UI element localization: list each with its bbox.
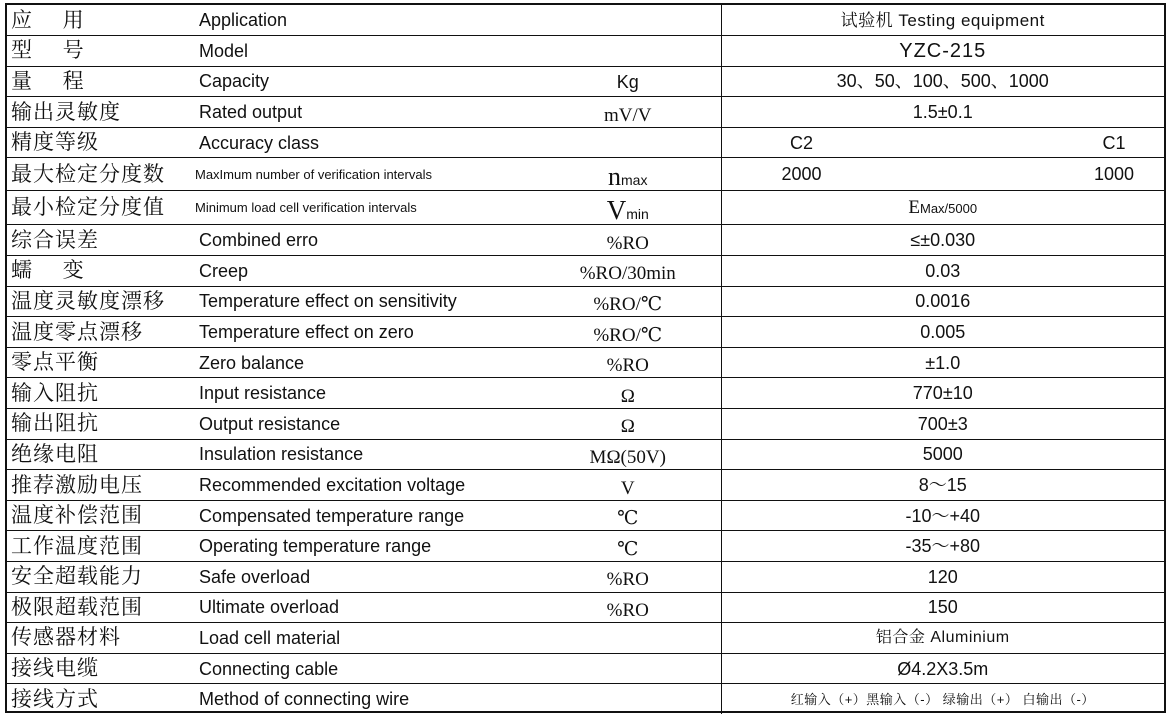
- value-subscript: Max/5000: [920, 201, 978, 217]
- label-cn: 最大检定分度数: [7, 158, 195, 191]
- unit-cell: %RO/℃: [535, 317, 721, 348]
- value-cell: -35～+80: [721, 531, 1164, 562]
- row-min-interval-value: [7, 191, 1164, 225]
- label-cn: 输出灵敏度: [7, 97, 195, 128]
- value-cell: 红输入（+）黑输入（-） 绿输出（+） 白输出（-）: [721, 684, 1164, 715]
- label-cn: 温度补偿范围: [7, 500, 195, 531]
- label-en: Compensated temperature range: [195, 500, 535, 531]
- row-capacity: [7, 66, 1164, 97]
- value-cell: 770±10: [721, 378, 1164, 409]
- value-c2: C2: [789, 132, 813, 153]
- label-cn: 推荐激励电压: [7, 470, 195, 501]
- row-model: [7, 36, 1164, 67]
- value-cell: [721, 191, 1164, 225]
- row-zero-balance: [7, 347, 1164, 378]
- label-en: Rated output: [195, 97, 535, 128]
- row-temp-effect-zero: [7, 317, 1164, 348]
- label-cn: 传感器材料: [7, 623, 195, 654]
- label-cn: 极限超载范围: [7, 592, 195, 623]
- unit-cell: MΩ(50V): [535, 439, 721, 470]
- row-rated-output: [7, 97, 1164, 128]
- row-max-intervals: [7, 158, 1164, 191]
- label-cn: 蠕 变: [7, 256, 195, 287]
- label-en: Input resistance: [195, 378, 535, 409]
- row-accuracy-class: [7, 127, 1164, 158]
- label-cn: 安全超载能力: [7, 562, 195, 593]
- unit-v-symbol: V: [606, 195, 627, 225]
- row-creep: [7, 256, 1164, 287]
- spec-table-frame: [5, 3, 1166, 713]
- label-en: Temperature effect on sensitivity: [195, 286, 535, 317]
- value-cell: 0.005: [721, 317, 1164, 348]
- unit-subscript: min: [626, 206, 649, 223]
- unit-cell: %RO/30min: [535, 256, 721, 287]
- value-cell: 30、50、100、500、1000: [721, 66, 1164, 97]
- value-cell: 150: [721, 592, 1164, 623]
- unit-cell: %RO: [535, 225, 721, 256]
- label-en: Combined erro: [195, 225, 535, 256]
- unit-cell: [535, 623, 721, 654]
- unit-cell: Kg: [535, 66, 721, 97]
- unit-n-symbol: n: [608, 162, 622, 191]
- label-en: Zero balance: [195, 347, 535, 378]
- unit-cell: %RO: [535, 347, 721, 378]
- label-cn: 接线电缆: [7, 653, 195, 684]
- label-cn: 输入阻抗: [7, 378, 195, 409]
- label-en: Application: [199, 10, 288, 31]
- unit-cell: mV/V: [535, 97, 721, 128]
- label-en: MaxImum number of verification intervals: [195, 158, 535, 191]
- label-en: Operating temperature range: [195, 531, 535, 562]
- value-cell: 试验机 Testing equipment: [840, 10, 1045, 30]
- value-cell: 铝合金 Aluminium: [721, 623, 1164, 654]
- unit-cell: %RO: [535, 592, 721, 623]
- label-en: Accuracy class: [195, 127, 535, 158]
- value-cell: Ø4.2X3.5m: [721, 653, 1164, 684]
- label-cn: 精度等级: [7, 127, 195, 158]
- unit-cell: [535, 653, 721, 684]
- label-en: Ultimate overload: [195, 592, 535, 623]
- row-load-cell-material: [7, 623, 1164, 654]
- row-ultimate-overload: [7, 592, 1164, 623]
- label-cn: 综合误差: [7, 225, 195, 256]
- value-cell: [721, 158, 1164, 191]
- unit-cell: Ω: [535, 409, 721, 440]
- label-cn: 绝缘电阻: [7, 439, 195, 470]
- row-connecting-wire-method: [7, 684, 1164, 715]
- row-output-resistance: [7, 409, 1164, 440]
- row-compensated-temp-range: [7, 500, 1164, 531]
- unit-cell: ℃: [535, 500, 721, 531]
- label-cn: 温度灵敏度漂移: [7, 286, 195, 317]
- row-temp-effect-sensitivity: [7, 286, 1164, 317]
- unit-cell: %RO/℃: [535, 286, 721, 317]
- value-cell: 5000: [721, 439, 1164, 470]
- row-excitation-voltage: [7, 470, 1164, 501]
- row-operating-temp-range: [7, 531, 1164, 562]
- label-cn: 型 号: [7, 36, 195, 67]
- value-cell: 1.5±0.1: [721, 97, 1164, 128]
- label-en: Load cell material: [195, 623, 535, 654]
- label-cn: 接线方式: [7, 684, 195, 715]
- value-cell: 8～15: [721, 470, 1164, 501]
- label-cn: 零点平衡: [7, 347, 195, 378]
- value-2000: 2000: [781, 164, 822, 185]
- unit-cell: [535, 684, 721, 715]
- label-en: Insulation resistance: [195, 439, 535, 470]
- label-cn: 应 用: [11, 7, 96, 32]
- value-1000: 1000: [1093, 164, 1135, 185]
- label-cn: 量 程: [7, 66, 195, 97]
- label-en: Method of connecting wire: [195, 684, 535, 715]
- value-cell: 700±3: [721, 409, 1164, 440]
- unit-cell: V: [535, 470, 721, 501]
- value-cell: 0.03: [721, 256, 1164, 287]
- value-c1: C1: [1102, 132, 1126, 153]
- row-connecting-cable: [7, 653, 1164, 684]
- label-en: Connecting cable: [195, 653, 535, 684]
- label-en: Minimum load cell verification intervals: [195, 191, 535, 225]
- unit-cell: [535, 158, 721, 191]
- specification-table: [7, 5, 1164, 714]
- value-e-symbol: E: [908, 197, 920, 219]
- row-safe-overload: [7, 562, 1164, 593]
- row-application: [7, 5, 1164, 36]
- row-insulation-resistance: [7, 439, 1164, 470]
- unit-cell: [535, 36, 721, 67]
- value-cell: YZC-215: [721, 36, 1164, 67]
- unit-cell: ℃: [535, 531, 721, 562]
- value-cell: [721, 127, 1164, 158]
- label-en: Creep: [195, 256, 535, 287]
- row-combined-error: [7, 225, 1164, 256]
- value-cell: -10～+40: [721, 500, 1164, 531]
- label-cn: 最小检定分度值: [7, 191, 195, 225]
- unit-subscript: max: [621, 172, 648, 189]
- value-cell: 0.0016: [721, 286, 1164, 317]
- unit-cell: %RO: [535, 562, 721, 593]
- label-en: Temperature effect on zero: [195, 317, 535, 348]
- label-en: Model: [195, 36, 535, 67]
- label-cn: 输出阻抗: [7, 409, 195, 440]
- label-en: Capacity: [195, 66, 535, 97]
- value-cell: ±1.0: [721, 347, 1164, 378]
- unit-cell: Ω: [535, 378, 721, 409]
- label-en: Safe overload: [195, 562, 535, 593]
- value-cell: 120: [721, 562, 1164, 593]
- unit-cell: [535, 191, 721, 225]
- label-en: Output resistance: [195, 409, 535, 440]
- row-input-resistance: [7, 378, 1164, 409]
- label-en: Recommended excitation voltage: [195, 470, 535, 501]
- label-cn: 温度零点漂移: [7, 317, 195, 348]
- unit-cell: [535, 127, 721, 158]
- value-cell: ≤±0.030: [721, 225, 1164, 256]
- label-cn: 工作温度范围: [7, 531, 195, 562]
- unit-cell: [535, 5, 721, 36]
